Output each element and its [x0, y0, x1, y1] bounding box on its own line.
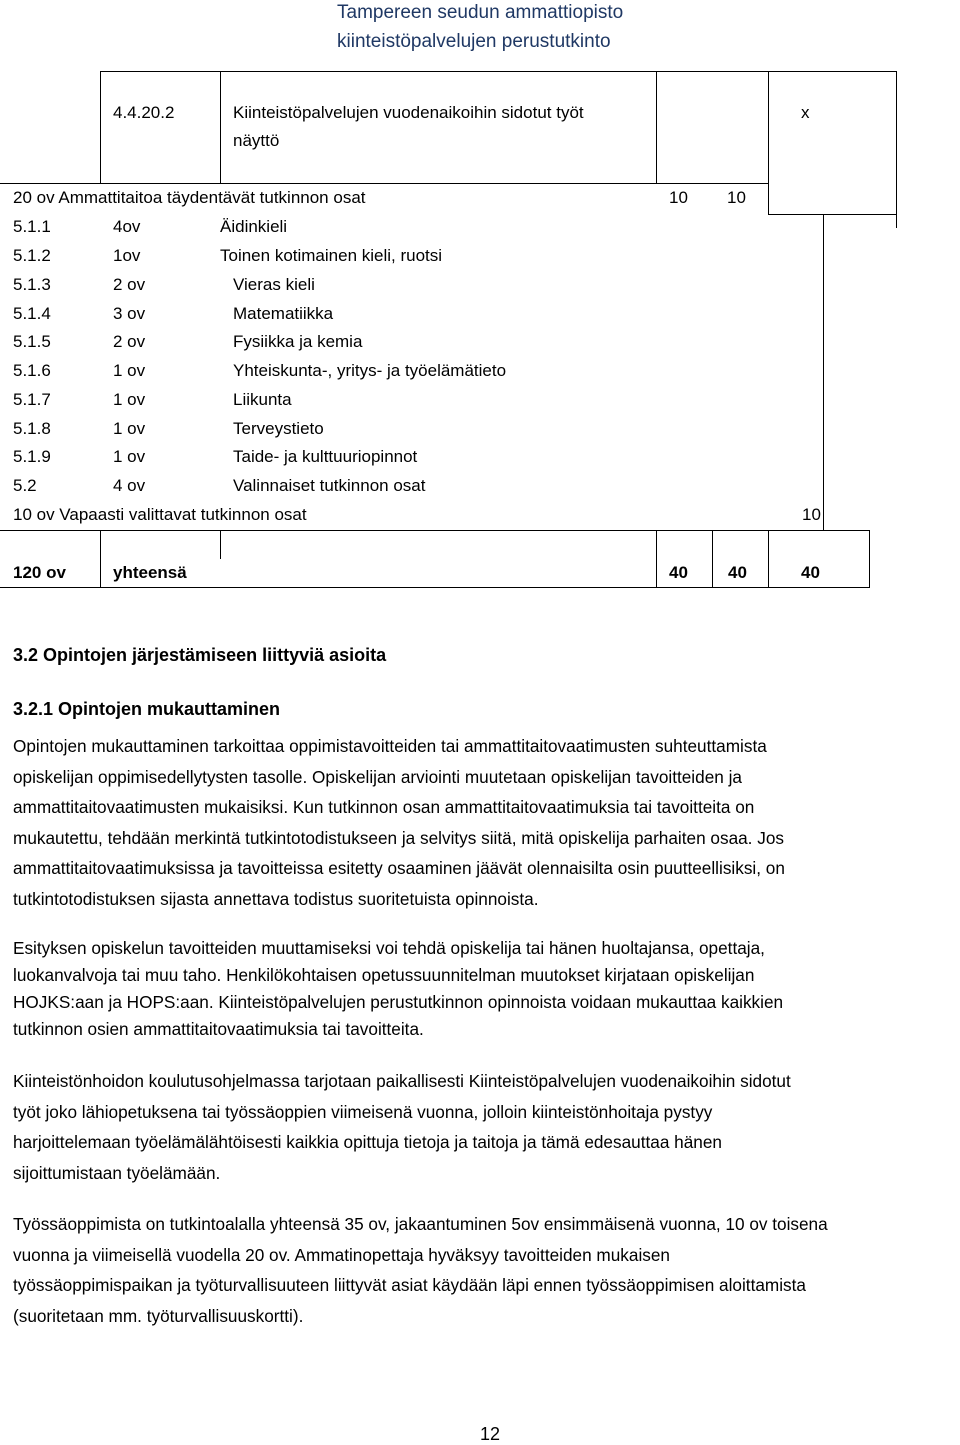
header-degree: kiinteistöpalvelujen perustutkinto: [337, 31, 611, 52]
table-border: [100, 530, 101, 587]
row-code: 5.1.4: [13, 304, 51, 323]
table-border: [220, 530, 221, 559]
row-name: Terveystieto: [233, 419, 324, 438]
table-border: [100, 71, 101, 183]
text-line: Työssäoppimista on tutkintoalalla yhteensä 35 ov, jakaantuminen 5ov ensimmäisenä vuonna, 10 ov toisena: [13, 1214, 828, 1234]
text-line: luokanvalvoja tai muu taho. Henkilökohtaisen opetussuunnitelman muutokset kirjataan opiskelijan: [13, 965, 755, 985]
table-border: [768, 530, 769, 587]
text-line: mukautettu, tehdään merkintä tutkintotodistukseen ja selvitys siitä, mitä opiskelija parhaiten osaa. Jos: [13, 827, 784, 848]
row-name: Fysiikka ja kemia: [233, 332, 363, 351]
row-code: 5.2: [13, 476, 37, 495]
section2-value: 10: [802, 505, 821, 524]
paragraph-esitys: [13, 935, 953, 1043]
total-label: yhteensä: [113, 563, 187, 582]
heading-3-2: 3.2 Opintojen järjestämiseen liittyviä asioita: [13, 645, 387, 665]
module-code: 4.4.20.2: [113, 103, 175, 122]
row-ov: 2 ov: [113, 275, 146, 294]
table-border: [220, 71, 221, 183]
module-mark: x: [801, 103, 810, 122]
paragraph-tyossaoppiminen: [13, 1209, 953, 1331]
text-line: Opintojen mukauttaminen tarkoittaa oppimistavoitteiden tai ammattitaitovaatimusten suhteuttamista: [13, 736, 767, 756]
row-code: 5.1.6: [13, 361, 51, 380]
row-ov: 1 ov: [113, 419, 146, 438]
table-border: [656, 71, 657, 183]
text-line: tutkinnon osien ammattitaitovaatimuksia tai tavoitteita.: [13, 1019, 424, 1039]
heading-3-2-1: 3.2.1 Opintojen mukauttaminen: [13, 699, 281, 719]
module-title: Kiinteistöpalvelujen vuodenaikoihin sidotut työt: [233, 103, 584, 122]
row-name: Liikunta: [233, 390, 292, 409]
text-line: työt joko lähiopetuksena tai työssäoppien viimeisenä vuonna, jolloin kiinteistönhoitaja pystyy: [13, 1101, 713, 1122]
section2-label: 10 ov Vapaasti valittavat tutkinnon osat: [13, 505, 307, 524]
table-border: [712, 530, 713, 587]
row-code: 5.1.8: [13, 419, 51, 438]
text-line: vuonna ja viimeisellä vuodella 20 ov. Ammatinopettaja hyväksyy tavoitteiden mukaisen: [13, 1244, 670, 1265]
table-border: [656, 530, 657, 587]
row-code: 5.1.5: [13, 332, 51, 351]
text-line: ammattitaitovaatimusten mukaisiksi. Kun tutkinnon osan ammattitaitovaatimuksia tai tavoitteita on: [13, 797, 755, 817]
total-value-2: 40: [728, 563, 747, 582]
table-border: [869, 530, 870, 587]
row-code: 5.1.9: [13, 447, 51, 466]
row-ov: 2 ov: [113, 332, 146, 351]
row-name: Vieras kieli: [233, 275, 315, 294]
table-border: [768, 71, 769, 215]
text-line: HOJKS:aan ja HOPS:aan. Kiinteistöpalvelujen perustutkinnon opinnoista voidaan mukauttaa kaikkien: [13, 992, 784, 1012]
table-border: [0, 530, 870, 531]
table-border: [896, 71, 897, 228]
section-value-1: 10: [669, 188, 688, 207]
text-line: sijoittumistaan työelämään.: [13, 1162, 221, 1183]
row-ov: 1 ov: [113, 361, 146, 380]
text-line: tutkintotodistuksen sijasta annettava todistus suoritetuista opinnoista.: [13, 888, 539, 909]
row-name: Taide- ja kulttuuriopinnot: [233, 447, 418, 466]
row-ov: 1 ov: [113, 447, 146, 466]
header-school: Tampereen seudun ammattiopisto: [337, 2, 624, 23]
row-ov: 4ov: [113, 217, 141, 236]
text-line: opiskelijan oppimisedellytysten tasolle. Opiskelijan arviointi muutetaan opiskelijan tavoitteiden ja: [13, 766, 742, 787]
text-line: Kiinteistönhoidon koulutusohjelmassa tarjotaan paikallisesti Kiinteistöpalvelujen vuodenaikoihin sidotut: [13, 1071, 791, 1091]
paragraph-kiinteistonhoito: [13, 1066, 953, 1188]
total-value-3: 40: [801, 563, 820, 582]
total-ov: 120 ov: [13, 563, 66, 582]
text-line: työssäoppimispaikan ja työturvallisuuteen liittyvät asiat käydään läpi ennen työssäoppimisen aloittamista: [13, 1275, 806, 1295]
row-name: Matematiikka: [233, 304, 334, 323]
row-ov: 3 ov: [113, 304, 146, 323]
table-border: [768, 214, 897, 215]
row-name: Yhteiskunta-, yritys- ja työelämätieto: [233, 361, 507, 380]
row-name: Toinen kotimainen kieli, ruotsi: [220, 246, 443, 265]
total-value-1: 40: [669, 563, 688, 582]
paragraph-mukauttaminen: [13, 731, 953, 914]
row-ov: 1 ov: [113, 390, 146, 409]
row-code: 5.1.7: [13, 390, 51, 409]
table-border: [0, 587, 870, 588]
module-title-cont: näyttö: [233, 131, 280, 150]
row-code: 5.1.1: [13, 217, 51, 236]
text-line: (suoritetaan mm. työturvallisuuskortti).: [13, 1305, 304, 1326]
text-line: ammattitaitovaatimuksissa ja tavoitteissa esitetty osaaminen jäävät olennaisilta osin puutteellisiksi, on: [13, 858, 785, 878]
row-name: Valinnaiset tutkinnon osat: [233, 476, 426, 495]
text-line: harjoittelemaan työelämälähtöisesti kaikkia opittuja tietoja ja taitoja ja tämä edesauttaa hänen: [13, 1132, 722, 1152]
section-label: 20 ov Ammattitaitoa täydentävät tutkinnon osat: [13, 188, 366, 207]
row-code: 5.1.3: [13, 275, 51, 294]
row-ov: 4 ov: [113, 476, 146, 495]
table-border: [823, 214, 824, 530]
text-line: Esityksen opiskelun tavoitteiden muuttamiseksi voi tehdä opiskelija tai hänen huoltajansa, opettaja,: [13, 938, 765, 958]
row-ov: 1ov: [113, 246, 141, 265]
row-code: 5.1.2: [13, 246, 51, 265]
page-number: 12: [480, 1424, 501, 1444]
table-border: [0, 183, 768, 184]
section-value-2: 10: [727, 188, 746, 207]
row-name: Äidinkieli: [220, 217, 288, 236]
